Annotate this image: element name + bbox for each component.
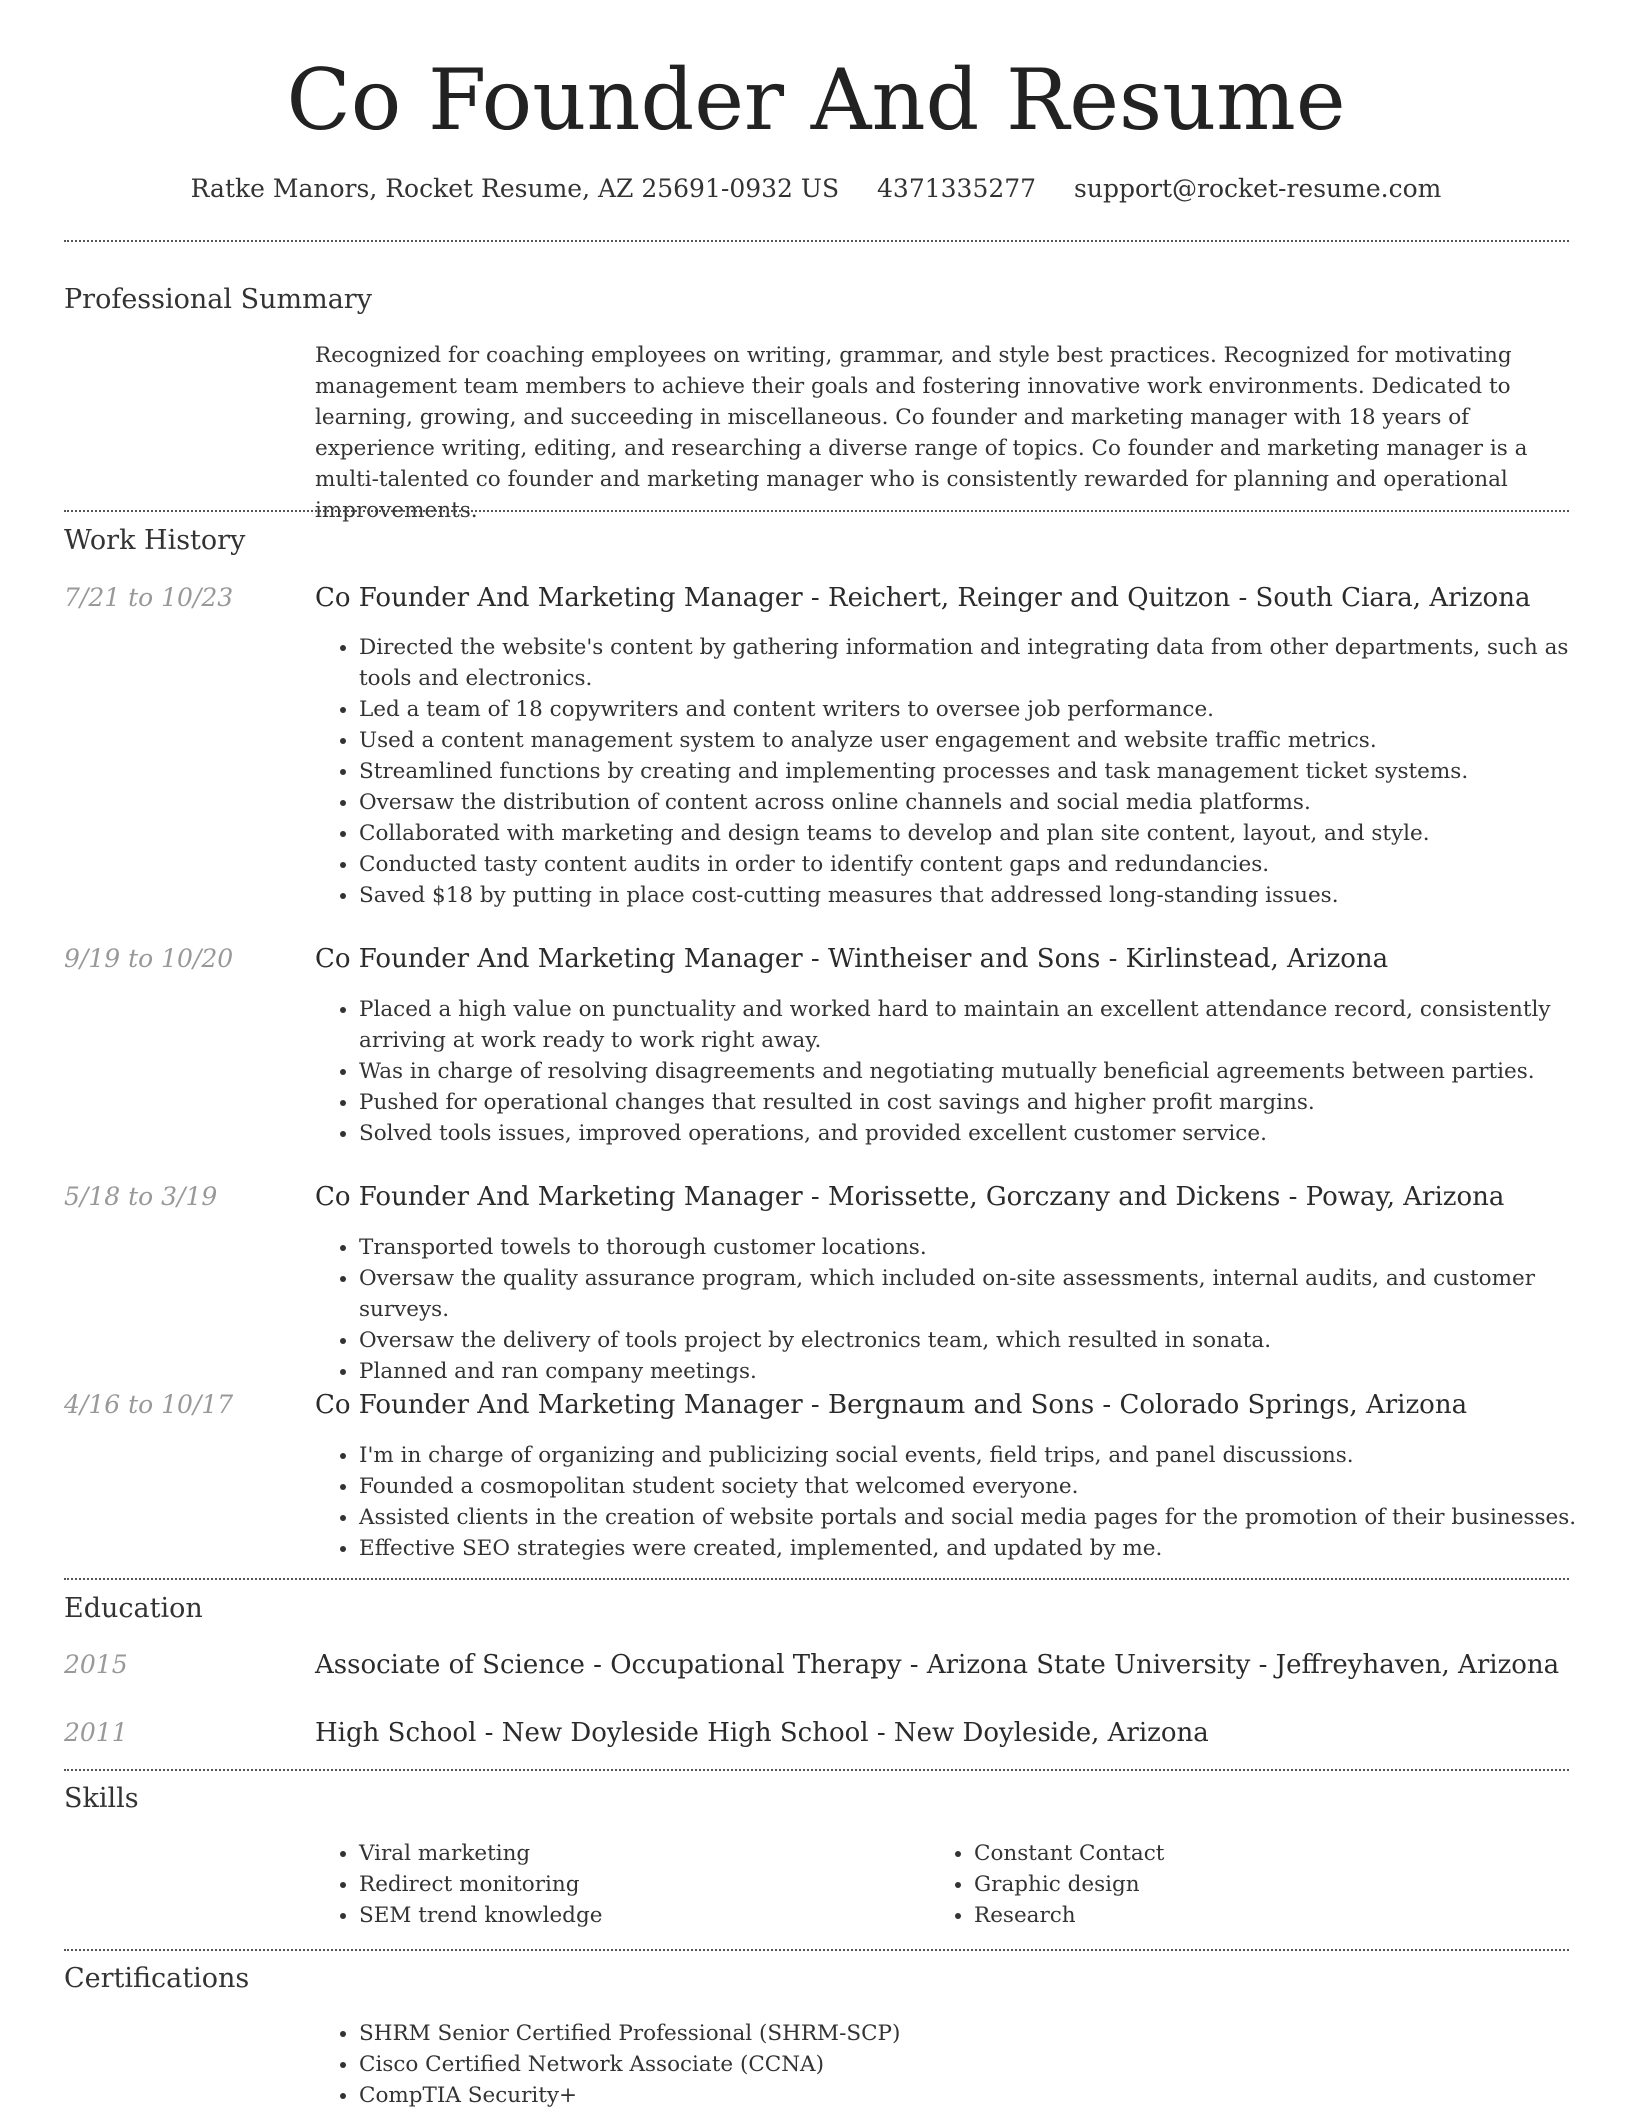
list-item: • SHRM Senior Certified Professional (SHRM-SCP) xyxy=(359,2018,1609,2049)
list-item: • Placed a high value on punctuality and worked hard to maintain an excellent attendance record, consistently arriving at work ready to work right away. xyxy=(359,994,1609,1056)
job-details: - Wintheiser and Sons - Kirlinstead, Arizona xyxy=(802,944,1389,974)
certifications-heading: Certifications xyxy=(64,1963,250,1994)
list-item: • Transported towels to thorough customer locations. xyxy=(359,1232,1609,1263)
skills-list-right xyxy=(930,1838,1544,1931)
list-item: • Led a team of 18 copywriters and content writers to oversee job performance. xyxy=(359,694,1609,725)
section-divider xyxy=(64,510,1569,512)
list-item: • Saved $18 by putting in place cost-cutting measures that addressed long-standing issues. xyxy=(359,880,1609,911)
contact-line xyxy=(0,172,1632,206)
job-title xyxy=(315,942,1388,976)
job-role: Co Founder And Marketing Manager xyxy=(315,583,803,613)
section-divider xyxy=(64,1769,1569,1771)
section-divider xyxy=(64,240,1569,242)
list-item: • Collaborated with marketing and design teams to develop and plan site content, layout, and style. xyxy=(359,818,1609,849)
education-year: 2015 xyxy=(64,1650,128,1679)
job-dates: 5/18 to 3/19 xyxy=(64,1182,218,1211)
work-history-heading: Work History xyxy=(64,525,246,556)
job-role: Co Founder And Marketing Manager xyxy=(315,1390,803,1420)
list-item: • Research xyxy=(974,1900,1544,1931)
summary-heading: Professional Summary xyxy=(64,284,372,315)
list-item: • Effective SEO strategies were created, implemented, and updated by me. xyxy=(359,1533,1609,1564)
job-role: Co Founder And Marketing Manager xyxy=(315,1182,803,1212)
list-item: • Used a content management system to analyze user engagement and website traffic metrics. xyxy=(359,725,1609,756)
summary-text: Recognized for coaching employees on writing, grammar, and style best practices. Recognized for motivating management team members to achieve their goals and fostering innovative work environments. Dedicated to learning, growing, and succeeding in miscellaneous. Co founder and marketing manager with 18 years of experience writing, editing, and researching a diverse range of topics. Co founder and marketing manager is a multi-talented co founder and marketing manager who is consistently rewarded for planning and operational improvements. xyxy=(315,343,1528,523)
job-bullets xyxy=(315,1440,1609,1564)
section-divider xyxy=(64,1578,1569,1580)
education-entry: Associate of Science - Occupational Therapy - Arizona State University - Jeffreyhaven, Arizona xyxy=(315,1650,1560,1680)
list-item: • Was in charge of resolving disagreements and negotiating mutually beneficial agreements between parties. xyxy=(359,1056,1609,1087)
list-item: • Directed the website's content by gathering information and integrating data from other departments, such as tools and electronics. xyxy=(359,632,1609,694)
list-item: • Viral marketing xyxy=(359,1838,929,1869)
list-item: • Pushed for operational changes that resulted in cost savings and higher profit margins. xyxy=(359,1087,1609,1118)
section-divider xyxy=(64,1949,1569,1951)
list-item: • CompTIA Security+ xyxy=(359,2080,1609,2111)
education-year: 2011 xyxy=(64,1718,128,1747)
skills-list-left xyxy=(315,1838,929,1931)
certifications-list xyxy=(315,2018,1609,2111)
job-details: - Morissette, Gorczany and Dickens - Poway, Arizona xyxy=(802,1182,1505,1212)
job-bullets xyxy=(315,994,1609,1149)
list-item: • Streamlined functions by creating and implementing processes and task management ticket systems. xyxy=(359,756,1609,787)
job-title xyxy=(315,1388,1467,1422)
list-item: • SEM trend knowledge xyxy=(359,1900,929,1931)
job-title xyxy=(315,581,1530,615)
job-details: - Bergnaum and Sons - Colorado Springs, Arizona xyxy=(802,1390,1468,1420)
job-dates: 7/21 to 10/23 xyxy=(64,583,234,612)
list-item: • Graphic design xyxy=(974,1869,1544,1900)
job-details: - Reichert, Reinger and Quitzon - South Ciara, Arizona xyxy=(802,583,1531,613)
job-bullets xyxy=(315,1232,1609,1387)
list-item: • Oversaw the delivery of tools project by electronics team, which resulted in sonata. xyxy=(359,1325,1609,1356)
list-item: • Solved tools issues, improved operations, and provided excellent customer service. xyxy=(359,1118,1609,1149)
list-item: • Founded a cosmopolitan student society that welcomed everyone. xyxy=(359,1471,1609,1502)
job-role: Co Founder And Marketing Manager xyxy=(315,944,803,974)
list-item: • Assisted clients in the creation of website portals and social media pages for the promotion of their businesses. xyxy=(359,1502,1609,1533)
job-title xyxy=(315,1180,1504,1214)
resume-name: Co Founder And Resume xyxy=(286,51,1346,149)
list-item: • Planned and ran company meetings. xyxy=(359,1356,1609,1387)
contact-phone: 4371335277 xyxy=(877,174,1037,203)
list-item: • I'm in charge of organizing and publicizing social events, field trips, and panel discussions. xyxy=(359,1440,1609,1471)
list-item: • Constant Contact xyxy=(974,1838,1544,1869)
list-item: • Cisco Certified Network Associate (CCNA) xyxy=(359,2049,1609,2080)
skills-heading: Skills xyxy=(64,1783,139,1814)
job-bullets xyxy=(315,632,1609,911)
list-item: • Oversaw the quality assurance program, which included on-site assessments, internal audits, and customer surveys. xyxy=(359,1263,1609,1325)
contact-address: Ratke Manors, Rocket Resume, AZ 25691-0932 US xyxy=(190,174,840,203)
job-dates: 9/19 to 10/20 xyxy=(64,944,234,973)
list-item: • Conducted tasty content audits in order to identify content gaps and redundancies. xyxy=(359,849,1609,880)
education-entry: High School - New Doyleside High School - New Doyleside, Arizona xyxy=(315,1718,1209,1748)
job-dates: 4/16 to 10/17 xyxy=(64,1390,234,1419)
list-item: • Oversaw the distribution of content across online channels and social media platforms. xyxy=(359,787,1609,818)
education-heading: Education xyxy=(64,1593,203,1624)
list-item: • Redirect monitoring xyxy=(359,1869,929,1900)
contact-email: support@rocket-resume.com xyxy=(1074,174,1442,203)
